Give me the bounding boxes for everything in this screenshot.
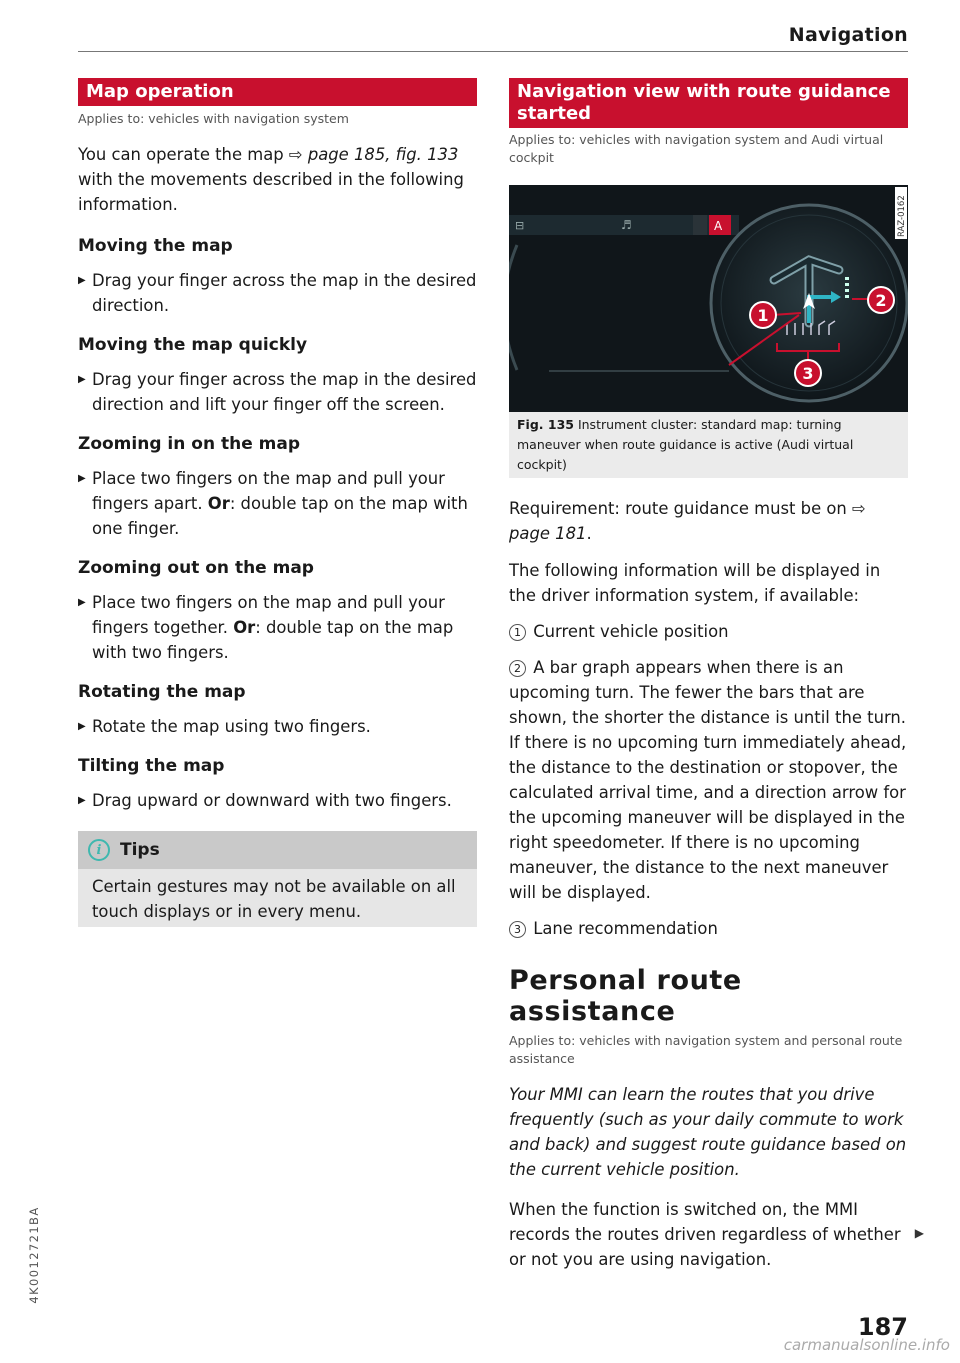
legend-item-1: 1 Current vehicle position — [509, 619, 908, 644]
info-icon: i — [88, 839, 110, 861]
callout-3 — [795, 360, 821, 386]
step-moving-map: ▶ Drag your finger across the map in the desired direction. — [78, 268, 477, 318]
step-arrow-icon: ▶ — [78, 473, 86, 484]
nav-view-applies: Applies to: vehicles with navigation system and Audi virtual cockpit — [509, 132, 884, 165]
left-column — [78, 78, 477, 927]
step-moving-map-quickly: ▶ Drag your finger across the map in the desired direction and lift your finger off the screen. — [78, 367, 477, 417]
tips-body: Certain gestures may not be available on all touch displays or in every menu. — [92, 877, 456, 921]
page-reference-link[interactable]: ⇨ page 185, fig. 133 — [288, 145, 459, 164]
step-arrow-icon: ▶ — [78, 275, 86, 286]
personal-route-heading: Personal route assistance — [509, 965, 742, 1027]
watermark: carmanualsonline.info — [783, 1336, 950, 1354]
page-number: 187 — [857, 1313, 908, 1341]
callout-1 — [750, 302, 776, 328]
callout-number: 1 — [509, 624, 526, 641]
page-reference-link[interactable]: ⇨ page 181 — [509, 499, 866, 543]
legend-item-2: 2 A bar graph appears when there is an upcoming turn. The fewer the bars that are shown, the shorter the distance is until the turn. If there is no upcoming turn immediately ahead, the distance to the destination or stopover, the calculated arrival time, and a direction arrow for the upcoming maneuver will be displayed in the right speedometer. If there is no upcoming maneuver, the distance to the next maneuver will be displayed. — [509, 658, 907, 902]
tips-box — [78, 831, 477, 927]
heading-rotating: Rotating the map — [78, 682, 246, 702]
heading-moving-map: Moving the map — [78, 236, 233, 256]
figure-code: RAZ-0162 — [897, 195, 907, 237]
personal-route-body: When the function is switched on, the MMI records the routes driven regardless of whether or not you are using navigation. — [509, 1200, 901, 1269]
heading-moving-map-quickly: Moving the map quickly — [78, 335, 308, 355]
step-arrow-icon: ▶ — [78, 721, 86, 732]
personal-route-applies: Applies to: vehicles with navigation system and personal route assistance — [509, 1033, 903, 1066]
svg-text:3: 3 — [802, 364, 814, 383]
map-operation-title: Map operation — [78, 78, 477, 106]
figure-caption: Fig. 135 Instrument cluster: standard map: turning maneuver when route guidance is active (Audi virtual cockpit) — [509, 412, 908, 478]
tips-label: Tips — [120, 840, 160, 860]
step-zooming-in: ▶ Place two fingers on the map and pull your fingers apart. Or: double tap on the map with one finger. — [78, 466, 477, 541]
callout-2 — [868, 287, 894, 313]
svg-text:⊟: ⊟ — [515, 219, 525, 232]
step-rotating: ▶ Rotate the map using two fingers. — [78, 714, 477, 739]
nav-view-title: Navigation view with route guidance started — [509, 78, 908, 128]
map-operation-applies: Applies to: vehicles with navigation system — [78, 111, 349, 126]
legend-item-3: 3 Lane recommendation — [509, 916, 908, 941]
svg-text:2: 2 — [875, 291, 887, 310]
svg-text:1: 1 — [757, 306, 769, 325]
tips-header — [78, 831, 477, 869]
instrument-cluster-figure — [509, 185, 908, 412]
step-arrow-icon: ▶ — [78, 795, 86, 806]
step-tilting: ▶ Drag upward or downward with two fingers. — [78, 788, 477, 813]
document-code: 4K0012721BA — [27, 1206, 41, 1304]
map-operation-intro: You can operate the map ⇨ page 185, fig. 133 with the movements described in the following information. — [78, 145, 464, 214]
header-divider — [78, 51, 908, 52]
instrument-cluster-illustration — [509, 185, 908, 412]
heading-zooming-in: Zooming in on the map — [78, 434, 300, 454]
personal-route-intro: Your MMI can learn the routes that you drive frequently (such as your daily commute to work and back) and suggest route guidance based on the current vehicle position. — [509, 1085, 907, 1179]
right-column — [509, 78, 908, 1272]
figure-top-label: A — [714, 219, 723, 233]
heading-zooming-out: Zooming out on the map — [78, 558, 314, 578]
svg-text:♬: ♬ — [621, 218, 632, 232]
step-zooming-out: ▶ Place two fingers on the map and pull your fingers together. Or: double tap on the map with two fingers. — [78, 590, 477, 665]
requirement-text: Requirement: route guidance must be on ⇨ page 181. — [509, 499, 866, 543]
continue-arrow-icon: ▶ — [914, 1226, 924, 1240]
step-arrow-icon: ▶ — [78, 374, 86, 385]
callout-number: 2 — [509, 660, 526, 677]
callout-number: 3 — [509, 921, 526, 938]
following-info-text: The following information will be displayed in the driver information system, if available: — [509, 561, 881, 605]
step-arrow-icon: ▶ — [78, 597, 86, 608]
section-title: Navigation — [788, 24, 908, 46]
heading-tilting: Tilting the map — [78, 756, 225, 776]
